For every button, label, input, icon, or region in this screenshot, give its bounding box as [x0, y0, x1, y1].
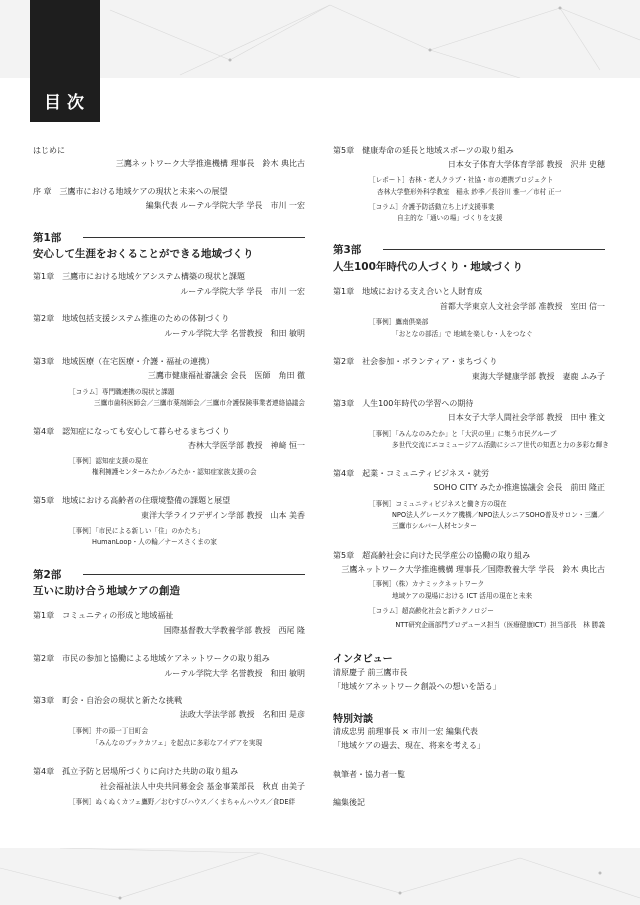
p1-ch3-note: 三鷹市歯科医師会／三鷹市薬剤師会／三鷹市介護保険事業者連絡協議会	[94, 399, 305, 407]
p2-ch4-note: ［事例］ぬくぬくカフェ鷹野／おむすびハウス／くまちゃんハウス／食DE絆	[69, 798, 296, 806]
p3-ch4-author: SOHO CITY みたか推進協議会 会長 前田 隆正	[433, 483, 605, 492]
network-pattern-bottom	[0, 848, 640, 905]
p1-ch5b-note: 自主的な「通いの場」づくりを支援	[397, 214, 503, 222]
toc-prologue-author: 編集代表 ルーテル学院大学 学長 市川 一宏	[145, 201, 305, 210]
p3-ch1-author: 首都大学東京人文社会学部 准教授 室田 信一	[439, 302, 605, 311]
p3-ch1-note: ［事例］鷹南倶楽部	[369, 318, 429, 326]
p3-ch5-note: 地域ケアの現場における ICT 活用の現在と未来	[392, 592, 533, 600]
toc-prologue-label[interactable]: 序 章 三鷹市における地域ケアの現状と未来への展望	[33, 187, 228, 196]
p1-ch1-author: ルーテル学院大学 学長 市川 一宏	[180, 287, 305, 296]
part3-number: 第3部	[333, 244, 362, 256]
p2-ch2-author: ルーテル学院大学 名誉教授 和田 敏明	[164, 669, 305, 678]
p1-ch4-author: 杏林大学医学部 教授 神﨑 恒一	[187, 441, 305, 450]
part3-title: 人生100年時代の人づくり・地域づくり	[333, 261, 523, 273]
toc-intro-label[interactable]: はじめに	[33, 146, 65, 155]
p3-ch3-author: 日本女子大学人間社会学部 教授 田中 雅文	[447, 413, 605, 422]
p3-ch5-note: NTT研究企画部門プロデュース担当（医療健康ICT）担当部長 林 勝義	[395, 621, 605, 629]
p1-ch5-note: HumanLoop・人の輪／ナースさくまの家	[92, 538, 217, 546]
p1-ch2-author: ルーテル学院大学 名誉教授 和田 敏明	[164, 329, 305, 338]
afterword-entry[interactable]: 編集後記	[333, 798, 365, 807]
p3-ch5-note: ［コラム］超高齢化社会と新テクノロジー	[369, 607, 494, 615]
dialogue-heading: 特別対談	[333, 714, 373, 725]
p3-ch5-note: ［事例］（株）カナミックネットワーク	[369, 580, 485, 588]
p1-ch5b-note: ［レポート］杏林・老人クラブ・社協・市の連携プロジェクト	[369, 176, 554, 184]
dialogue-line: 清成忠男 前理事長 × 市川一宏 編集代表	[333, 727, 478, 736]
p1-ch5b-title[interactable]: 第5章 健康寿命の延長と地域スポーツの取り組み	[333, 146, 514, 155]
part2-title: 互いに助け合う地域ケアの創造	[33, 585, 180, 597]
p1-ch4-note: 権利擁護センターみたか／みたか・認知症家族支援の会	[92, 468, 257, 476]
p1-ch3-author: 三鷹市健康福祉審議会 会長 医師 角田 徹	[147, 371, 305, 380]
p3-ch4-note: NPO法人グレースケア機構／NPO法人シニアSOHO普及サロン・三鷹／	[392, 511, 605, 519]
p2-ch4-title[interactable]: 第4章 孤立予防と居場所づくりに向けた共助の取り組み	[33, 767, 239, 776]
p1-ch1-title[interactable]: 第1章 三鷹市における地域ケアシステム構築の現状と課題	[33, 272, 245, 281]
p2-ch3-author: 法政大学法学部 教授 名和田 是彦	[179, 710, 305, 719]
page-title: 目次	[44, 93, 90, 113]
p2-ch4-author: 社会福祉法人中央共同募金会 基金事業部長 秋貞 由美子	[99, 782, 305, 791]
p2-ch3-note: 「みんなのブックカフェ」を起点に多彩なアイデアを実現	[92, 739, 263, 747]
p2-ch1-author: 国際基督教大学教養学部 教授 西尾 隆	[163, 626, 305, 635]
p1-ch5b-note: 杏林大学整形外科学教室 稲永 紗季／長谷川 雅一／市村 正一	[377, 188, 562, 196]
part2-rule	[83, 574, 305, 575]
p2-ch3-note: ［事例］井の頭一丁目町会	[69, 727, 149, 735]
part1-title: 安心して生涯をおくることができる地域づくり	[33, 248, 254, 260]
interview-title[interactable]: 「地域ケアネットワーク創設への想いを語る」	[333, 682, 501, 691]
p1-ch3-title[interactable]: 第3章 地域医療（在宅医療・介護・福祉の連携）	[33, 357, 215, 366]
p1-ch4-title[interactable]: 第4章 認知症になっても安心して暮らせるまちづくり	[33, 427, 230, 436]
p3-ch4-note: 三鷹市シルバー人材センター	[392, 522, 477, 530]
p3-ch5-author: 三鷹ネットワーク大学推進機構 理事長／国際教養大学 学長 鈴木 典比古	[341, 565, 605, 574]
part1-rule	[83, 237, 305, 238]
interview-line: 清原慶子 前三鷹市長	[333, 668, 408, 677]
p1-ch3-note: ［コラム］専門職連携の現状と課題	[69, 388, 175, 396]
p3-ch3-title[interactable]: 第3章 人生100年時代の学習への期待	[333, 399, 474, 408]
p3-ch1-note: 「おとなの部活」で 地域を楽しむ・人をつなぐ	[392, 330, 533, 338]
p3-ch3-note: 多世代交流にエコミュージアム活動にシニア世代の知恵と力の多彩な輝き	[392, 441, 609, 449]
p1-ch5-author: 東洋大学ライフデザイン学部 教授 山本 美香	[140, 511, 305, 520]
p3-ch4-title[interactable]: 第4章 起業・コミュニティビジネス・就労	[333, 469, 490, 478]
footer-band	[0, 848, 640, 905]
p3-ch5-title[interactable]: 第5章 超高齢社会に向けた民学産公の協働の取り組み	[333, 551, 531, 560]
part1-number: 第1部	[33, 232, 62, 244]
p2-ch2-title[interactable]: 第2章 市民の参加と協働による地域ケアネットワークの取り組み	[33, 654, 270, 663]
contributors-entry[interactable]: 執筆者・協力者一覧	[333, 770, 405, 779]
p3-ch2-title[interactable]: 第2章 社会参加・ボランティア・まちづくり	[333, 357, 498, 366]
p1-ch5-note: ［事例］「市民による新しい「住」のかたち」	[69, 527, 205, 535]
p3-ch1-title[interactable]: 第1章 地域における支え合いと人財育成	[333, 287, 483, 296]
p3-ch4-note: ［事例］コミュニティビジネスと働き方の現在	[369, 500, 507, 508]
dialogue-title[interactable]: 「地域ケアの過去、現在、将来を考える」	[333, 741, 485, 750]
interview-heading: インタビュー	[333, 654, 393, 665]
part2-number: 第2部	[33, 569, 62, 581]
p1-ch5b-note: ［コラム］介護予防活動立ち上げ支援事業	[369, 203, 495, 211]
p3-ch3-note: ［事例］「みんなのみたか」と「大沢の里」に集う市民グループ	[369, 430, 557, 438]
p2-ch3-title[interactable]: 第3章 町会・自治会の現状と新たな挑戦	[33, 696, 183, 705]
p1-ch5b-author: 日本女子体育大学体育学部 教授 沢井 史穂	[447, 160, 605, 169]
p1-ch4-note: ［事例］認知症支援の現在	[69, 457, 149, 465]
toc-intro-author: 三鷹ネットワーク大学推進機構 理事長 鈴木 典比古	[115, 159, 305, 168]
p1-ch2-title[interactable]: 第2章 地域包括支援システム推進のための体制づくり	[33, 314, 230, 323]
p3-ch2-author: 東海大学健康学部 教授 妻鹿 ふみ子	[471, 372, 605, 381]
p1-ch5-title[interactable]: 第5章 地域における高齢者の住環境整備の課題と展望	[33, 496, 231, 505]
part3-rule	[383, 249, 605, 250]
p2-ch1-title[interactable]: 第1章 コミュニティの形成と地域福祉	[33, 611, 174, 620]
